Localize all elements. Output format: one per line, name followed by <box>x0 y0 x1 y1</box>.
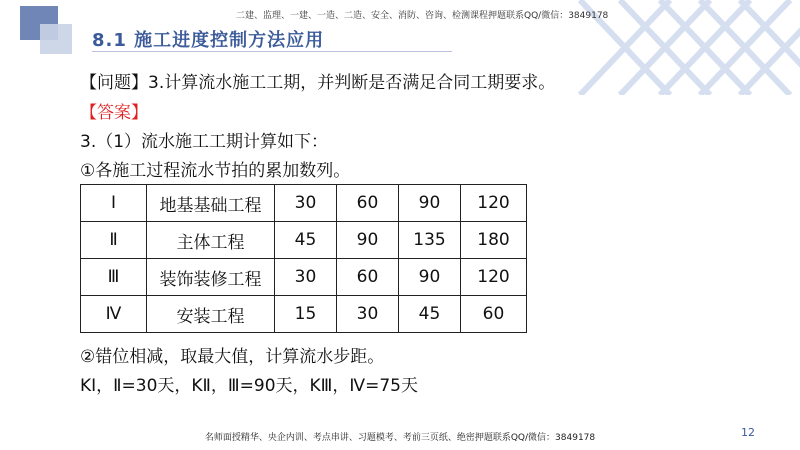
table-cell: 45 <box>399 296 461 333</box>
table-cell: 30 <box>337 296 399 333</box>
table-cell: 地基基础工程 <box>147 185 275 222</box>
table-row <box>81 185 527 222</box>
table-cell: Ⅳ <box>81 296 147 333</box>
table-cell: 30 <box>275 259 337 296</box>
step-2-text: ①各施工过程流水节拍的累加数列。 <box>80 161 351 181</box>
table-cell: 90 <box>337 222 399 259</box>
page-number: 12 <box>741 426 755 439</box>
table-cell: 主体工程 <box>147 222 275 259</box>
table-cell: 60 <box>337 185 399 222</box>
answer-label: 【答案】 <box>80 103 148 123</box>
table-cell: 45 <box>275 222 337 259</box>
table-row <box>81 259 527 296</box>
table-cell: 120 <box>461 259 527 296</box>
decor-square-light <box>40 24 72 54</box>
table-cell: 90 <box>399 185 461 222</box>
step-4-text: KⅠ，Ⅱ=30天，KⅡ，Ⅲ=90天，KⅢ，Ⅳ=75天 <box>80 376 418 396</box>
table-row <box>81 296 527 333</box>
table-cell: 90 <box>399 259 461 296</box>
table-cell: 15 <box>275 296 337 333</box>
footer-contact-note: 名师面授精华、央企内训、考点串讲、习题模考、考前三页纸、绝密押题联系QQ/微信：3849178 <box>204 433 596 443</box>
table-cell: 60 <box>461 296 527 333</box>
table-cell: 60 <box>337 259 399 296</box>
table-cell: 装饰装修工程 <box>147 259 275 296</box>
table-cell: Ⅲ <box>81 259 147 296</box>
table-cell: Ⅱ <box>81 222 147 259</box>
title-underline <box>92 51 452 52</box>
step-3-text: ②错位相减，取最大值，计算流水步距。 <box>80 347 385 367</box>
table-cell: 120 <box>461 185 527 222</box>
step-1-text: 3.（1）流水施工工期计算如下： <box>80 132 329 152</box>
question-text: 【问题】3.计算流水施工工期，并判断是否满足合同工期要求。 <box>80 73 556 93</box>
header-contact-note: 二建、监理、一建、一造、二造、安全、消防、咨询、检测课程押题联系QQ/微信：3849178 <box>236 11 609 21</box>
table-row <box>81 222 527 259</box>
cumulative-sequence-table <box>80 184 527 333</box>
table-cell: 135 <box>399 222 461 259</box>
table-cell: 安装工程 <box>147 296 275 333</box>
page-title: 8.1 施工进度控制方法应用 <box>92 30 325 51</box>
table-cell: 30 <box>275 185 337 222</box>
table-cell: Ⅰ <box>81 185 147 222</box>
table-cell: 180 <box>461 222 527 259</box>
